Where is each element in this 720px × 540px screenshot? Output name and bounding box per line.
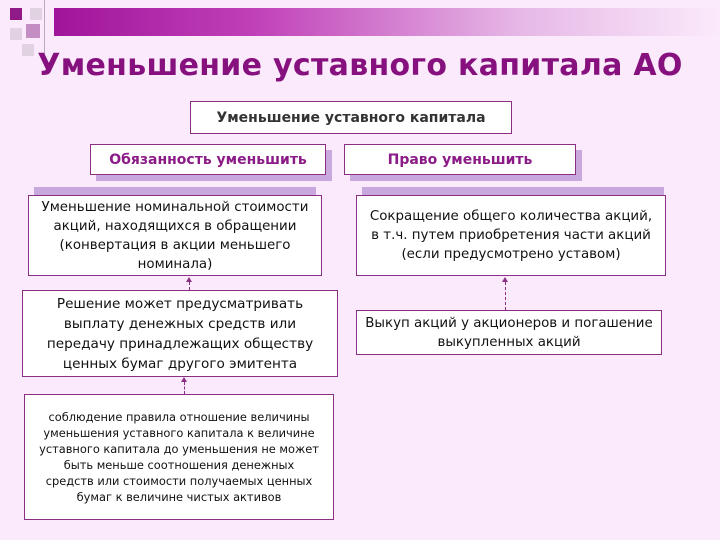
left-box3-node	[24, 394, 334, 520]
connector-left-1	[189, 282, 190, 290]
right-box1-label: Сокращение общего количества акций, в т.ч. путем приобретения части акций (если предусмотрено уставом)	[369, 209, 653, 262]
left-box1-node	[28, 195, 322, 276]
decor-square-4	[26, 24, 40, 38]
connector-left-1-arrow	[186, 277, 192, 282]
right-box2-node	[356, 310, 662, 355]
connector-right	[505, 282, 506, 310]
page-title: Уменьшение уставного капитала АО	[37, 48, 683, 83]
left-box2-node	[22, 290, 338, 377]
decor-square-1	[10, 8, 22, 20]
connector-right-arrow	[502, 277, 508, 282]
connector-left-2	[184, 382, 185, 394]
decor-square-3	[10, 28, 22, 40]
top-node	[190, 101, 512, 134]
right-box2-label: Выкуп акций у акционеров и погашение выкупленных акций	[365, 315, 653, 350]
left-box3-label: соблюдение правила отношение величины уменьшения уставного капитала к величине уставного капитала до уменьшения не может быть меньше соотношения денежных средств или стоимости получаемых ценных бумаг к величине чистых активов	[39, 410, 319, 504]
decor-gradient-bar	[54, 8, 720, 36]
right-header-label: Право уменьшить	[387, 151, 533, 168]
connector-left-2-arrow	[181, 377, 187, 382]
left-box1-label: Уменьшение номинальной стоимости акций, находящихся в обращении (конвертация в акции меньшего номинала)	[41, 199, 309, 272]
left-box2-label: Решение может предусматривать выплату денежных средств или передачу принадлежащих обществу ценных бумаг другого эмитента	[46, 295, 314, 372]
left-header-node	[90, 144, 326, 175]
top-node-label: Уменьшение уставного капитала	[216, 109, 486, 126]
right-box1-node	[356, 195, 666, 276]
right-header-node	[344, 144, 576, 175]
decor-square-2	[30, 8, 42, 20]
left-header-label: Обязанность уменьшить	[109, 151, 307, 168]
